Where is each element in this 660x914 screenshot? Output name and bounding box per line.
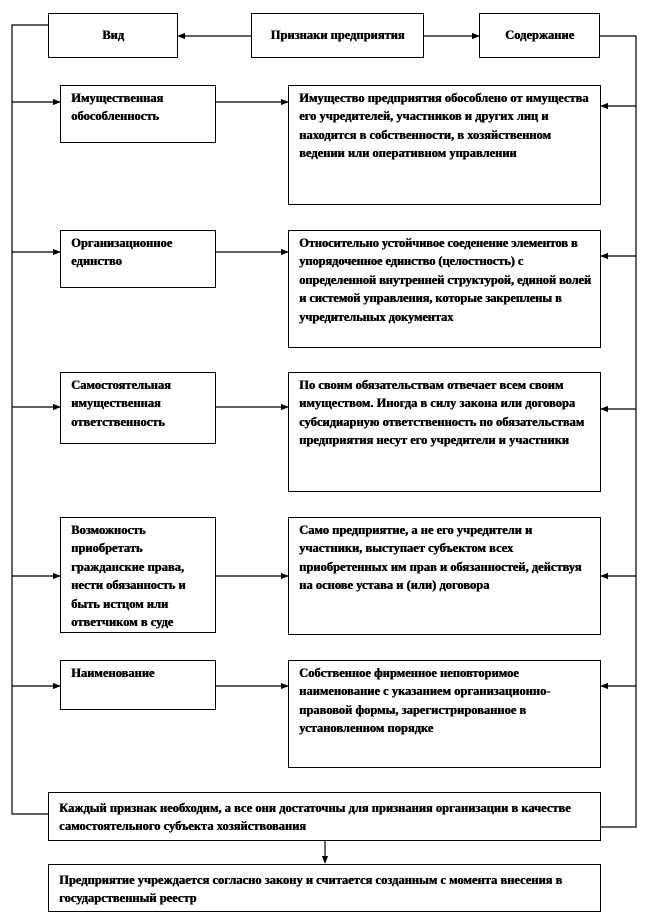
content-header (479, 13, 600, 58)
type-text: Организационное единство (71, 236, 173, 269)
type-text: Возможность приобретать гражданские права, нести обязанность и быть истцом или ответчиком в суде (71, 523, 186, 630)
summary-text: Каждый признак необходим, а все они достаточны для признания организации в качестве самостоятельного субъекта хозяйствования (59, 801, 571, 834)
type-text: Самостоятельная имущественная ответственность (71, 378, 171, 429)
type-box-name (60, 660, 216, 710)
content-box-property-separation (288, 85, 601, 205)
left-trunk-line (12, 25, 48, 814)
content-box-name (288, 660, 601, 768)
conclusion-text: Предприятие учреждается согласно закону и считается созданным с момента внесения в государственный реестр (59, 873, 563, 906)
type-text: Имущественная обособленность (71, 91, 164, 124)
content-box-independent-liability (288, 372, 601, 492)
features-header-label: Признаки предприятия (270, 28, 405, 43)
content-text: По своим обязательствам отвечает всем своим имуществом. Иногда в силу закона или договора субсидиарную ответственность по обязательствам предприятия несут его учредители и участники (299, 378, 585, 448)
type-header (48, 13, 178, 58)
content-text: Относительно устойчивое соеденение элементов в упорядоченное единство (целостность) с определенной внутренней структурой, единой волей и системой управления, которые закреплены в учредительных документах (299, 236, 591, 324)
type-box-organizational-unity (60, 230, 216, 288)
type-box-property-separation (60, 85, 216, 143)
type-box-independent-liability (60, 372, 216, 444)
content-text: Само предприятие, а не его учредители и участники, выступает субъектом всех приобретенных им прав и обязанностей, действуя на основе устава и (или) договора (299, 523, 582, 593)
summary-box (48, 792, 601, 841)
content-box-organizational-unity (288, 230, 601, 348)
type-header-label: Вид (102, 28, 124, 43)
features-header (251, 13, 424, 58)
content-header-label: Содержание (504, 28, 574, 43)
type-box-legal-capacity (60, 517, 216, 633)
content-text: Имущество предприятия обособлено от имущества его учредителей, участников и других лиц и находится в собственности, в хозяйственном ведении или оперативном управлении (299, 91, 589, 161)
content-text: Собственное фирменное неповторимое наименование с указанием организационно-правовой формы, зарегистрированное в установленном порядке (299, 666, 551, 736)
content-box-legal-capacity (288, 517, 601, 635)
type-text: Наименование (71, 666, 155, 680)
conclusion-box (48, 864, 601, 912)
right-trunk-line (600, 36, 636, 827)
